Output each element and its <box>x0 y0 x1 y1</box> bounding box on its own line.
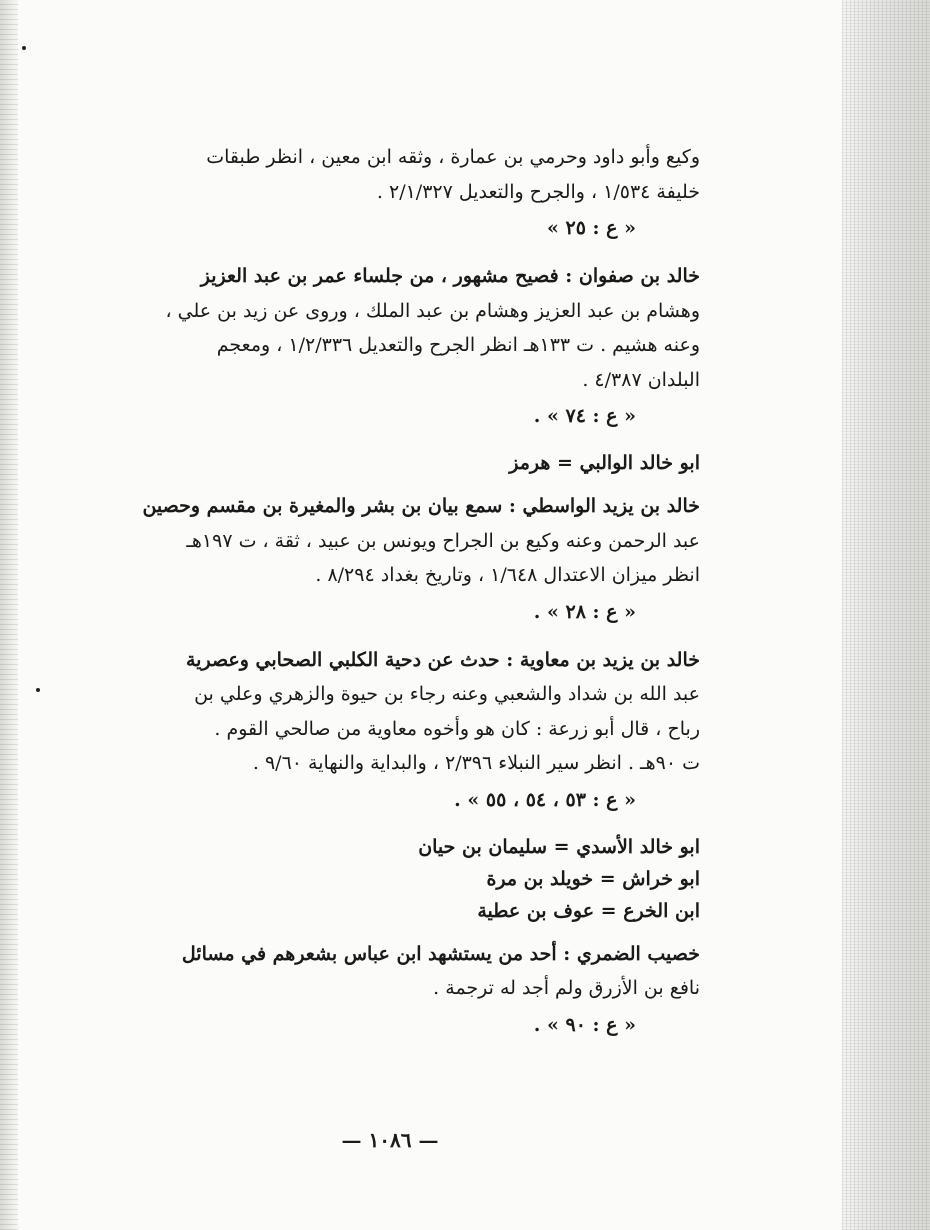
cross-reference: ابو خراش = خويلد بن مرة <box>486 867 700 890</box>
source-reference: « ع : ٩٠ » . <box>533 1013 636 1036</box>
entry-line: وكيع وأبو داود وحرمي بن عمارة ، وثقه ابن معين ، انظر طبقات <box>206 146 700 168</box>
entry-line: خالد بن صفوان : فصيح مشهور ، من جلساء عمر بن عبد العزيز <box>200 265 700 287</box>
scan-binding-edge <box>842 0 930 1230</box>
entry-line: رباح ، قال أبو زرعة : كان هو وأخوه معاوية من صالحي القوم . <box>214 717 700 740</box>
entry-line: خالد بن يزيد بن معاوية : حدث عن دحية الكلبي الصحابي وعصرية <box>185 648 700 671</box>
source-reference: « ع : ٢٥ » <box>547 217 636 239</box>
entry-continuation <box>82 140 700 245</box>
cross-reference: ابو خالد الأسدي = سليمان بن حيان <box>418 835 700 858</box>
entry-line: خالد بن يزيد الواسطي : سمع بيان بن بشر والمغيرة بن مقسم وحصين <box>142 495 700 517</box>
entry-line: البلدان ٤/٣٨٧ . <box>582 368 700 391</box>
entry-line: ت ٩٠هـ . انظر سير النبلاء ٢/٣٩٦ ، والبداية والنهاية ٩/٦٠ . <box>252 752 700 774</box>
page-number: — ١٠٨٦ — <box>341 1128 439 1152</box>
entry-khalid-bin-yazid-muawiya <box>82 643 700 817</box>
cross-reference: ابو خالد الوالبي = هرمز <box>509 452 700 474</box>
entry-line: وهشام بن عبد العزيز وهشام بن عبد الملك ، وروى عن زيد بن علي ، <box>165 299 700 322</box>
scan-left-edge <box>0 0 18 1230</box>
document-page <box>82 140 700 1056</box>
entry-khalid-bin-yazid-wasiti <box>82 489 700 629</box>
entry-line: وعنه هشيم . ت ١٣٣هـ انظر الجرح والتعديل ١/٢/٣٣٦ ، ومعجم <box>216 334 700 356</box>
entry-line: عبد الله بن شداد والشعبي وعنه رجاء بن حيوة والزهري وعلي بن <box>194 683 700 705</box>
source-reference: « ع : ٥٣ ، ٥٤ ، ٥٥ » . <box>454 788 636 811</box>
cross-reference-group <box>82 447 700 479</box>
entry-line: نافع بن الأزرق ولم أجد له ترجمة . <box>433 977 700 999</box>
scan-speck <box>36 688 40 692</box>
entry-khusayb-al-damri <box>82 937 700 1042</box>
entry-khalid-bin-safwan <box>82 259 700 433</box>
scan-speck <box>22 46 26 50</box>
source-reference: « ع : ٢٨ » . <box>533 600 636 623</box>
entry-line: عبد الرحمن وعنه وكيع بن الجراح ويونس بن عبيد ، ثقة ، ت ١٩٧هـ <box>186 529 700 552</box>
entry-line: خليفة ١/٥٣٤ ، والجرح والتعديل ٢/١/٣٢٧ . <box>376 180 700 203</box>
cross-reference-group <box>82 831 700 927</box>
source-reference: « ع : ٧٤ » . <box>533 405 636 427</box>
entry-line: انظر ميزان الاعتدال ١/٦٤٨ ، وتاريخ بغداد ٨/٢٩٤ . <box>315 564 700 586</box>
cross-reference: ابن الخرع = عوف بن عطية <box>477 899 700 922</box>
entry-line: خصيب الضمري : أحد من يستشهد ابن عباس بشعرهم في مسائل <box>181 942 700 965</box>
